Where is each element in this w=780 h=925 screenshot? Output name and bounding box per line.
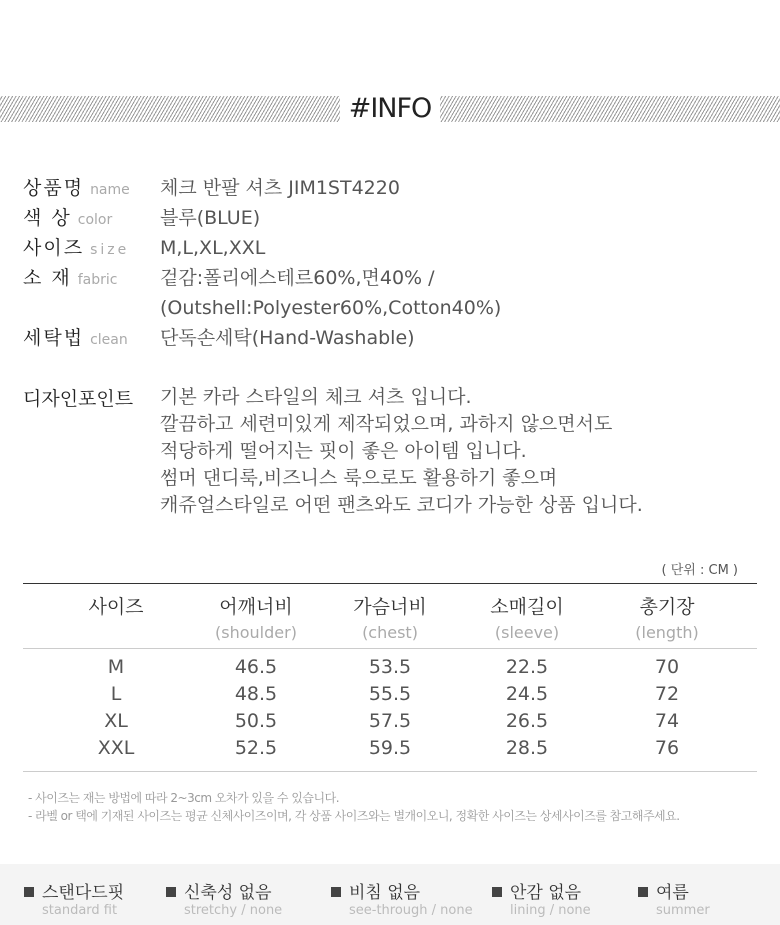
description-line: 깔끔하고 세련미있게 제작되었으며, 과하지 않으면서도 bbox=[160, 413, 613, 435]
table-cell: 46.5 bbox=[234, 656, 278, 678]
table-cell: L bbox=[110, 683, 122, 705]
feature-bar bbox=[0, 864, 780, 925]
header-length: 총기장 (length) bbox=[635, 596, 699, 642]
description-line: 캐쥬얼스타일로 어떤 팬츠와도 코디가 가능한 상품 입니다. bbox=[160, 494, 643, 516]
description-line: 기본 카라 스타일의 체크 셔츠 입니다. bbox=[160, 386, 472, 408]
note-line: - 사이즈는 재는 방법에 따라 2~3cm 오차가 있을 수 있습니다. bbox=[28, 791, 340, 805]
bullet-square-icon bbox=[331, 887, 341, 897]
spec-value: 단독손세탁(Hand-Washable) bbox=[160, 327, 415, 349]
table-cell: XXL bbox=[97, 737, 135, 759]
spec-value: 체크 반팔 셔츠 JIM1ST4220 bbox=[160, 177, 400, 199]
bullet-square-icon bbox=[492, 887, 502, 897]
feature-lining: 안감 없음 lining / none bbox=[492, 878, 591, 918]
table-cell: 74 bbox=[654, 710, 680, 732]
header-size: 사이즈 bbox=[88, 596, 144, 618]
design-point-text bbox=[160, 384, 643, 519]
table-cell: 55.5 bbox=[368, 683, 412, 705]
table-cell: 53.5 bbox=[368, 656, 412, 678]
bullet-square-icon bbox=[638, 887, 648, 897]
feature-fit: 스탠다드핏 standard fit bbox=[24, 878, 124, 918]
section-title: #INFO bbox=[340, 94, 440, 124]
table-cell: 26.5 bbox=[505, 710, 549, 732]
column-sleeve bbox=[452, 654, 602, 762]
description-line: 적당하게 떨어지는 핏이 좋은 아이템 입니다. bbox=[160, 440, 527, 462]
table-cell: 24.5 bbox=[505, 683, 549, 705]
spec-label: 소 재 fabric bbox=[23, 267, 118, 289]
spec-value: 겉감:폴리에스테르60%,면40% / bbox=[160, 267, 435, 289]
table-cell: M bbox=[107, 656, 125, 678]
size-notes bbox=[28, 789, 680, 825]
table-top-border bbox=[23, 583, 757, 584]
design-point-label: 디자인포인트 bbox=[23, 388, 134, 410]
table-cell: 22.5 bbox=[505, 656, 549, 678]
header-shoulder: 어깨너비 (shoulder) bbox=[215, 596, 297, 642]
description-line: 썸머 댄디룩,비즈니스 룩으로도 활용하기 좋으며 bbox=[160, 467, 558, 489]
feature-season: 여름 summer bbox=[638, 878, 710, 918]
spec-value-continued: (Outshell:Polyester60%,Cotton40%) bbox=[160, 297, 502, 319]
table-cell: 57.5 bbox=[368, 710, 412, 732]
spec-value: 블루(BLUE) bbox=[160, 207, 261, 229]
feature-stretch: 신축성 없음 stretchy / none bbox=[166, 878, 282, 918]
spec-label: 사이즈 size bbox=[23, 237, 130, 259]
table-cell: 50.5 bbox=[234, 710, 278, 732]
bullet-square-icon bbox=[24, 887, 34, 897]
spec-value: M,L,XL,XXL bbox=[160, 237, 266, 259]
table-cell: 59.5 bbox=[368, 737, 412, 759]
bullet-square-icon bbox=[166, 887, 176, 897]
table-header-divider bbox=[23, 648, 757, 649]
spec-label: 상품명 name bbox=[23, 177, 130, 199]
header-sleeve: 소매길이 (sleeve) bbox=[490, 596, 564, 642]
table-cell: 70 bbox=[654, 656, 680, 678]
table-bottom-border bbox=[23, 771, 757, 772]
feature-see-through: 비침 없음 see-through / none bbox=[331, 878, 473, 918]
column-length bbox=[592, 654, 742, 762]
column-shoulder bbox=[181, 654, 331, 762]
spec-label: 세탁법 clean bbox=[23, 327, 128, 349]
unit-label: ( 단위 : CM ) bbox=[661, 563, 738, 578]
table-cell: 48.5 bbox=[234, 683, 278, 705]
column-chest bbox=[315, 654, 465, 762]
header-chest: 가슴너비 (chest) bbox=[353, 596, 427, 642]
table-cell: 52.5 bbox=[234, 737, 278, 759]
table-cell: 76 bbox=[654, 737, 680, 759]
table-cell: 28.5 bbox=[505, 737, 549, 759]
table-cell: XL bbox=[104, 710, 128, 732]
note-line: - 라벨 or 택에 기재된 사이즈는 평균 신체사이즈이며, 각 상품 사이즈와는 별개이오니, 정확한 사이즈는 상세사이즈를 참고해주세요. bbox=[28, 809, 680, 823]
table-cell: 72 bbox=[654, 683, 680, 705]
spec-label: 색 상 color bbox=[23, 207, 113, 229]
column-size bbox=[41, 654, 191, 762]
